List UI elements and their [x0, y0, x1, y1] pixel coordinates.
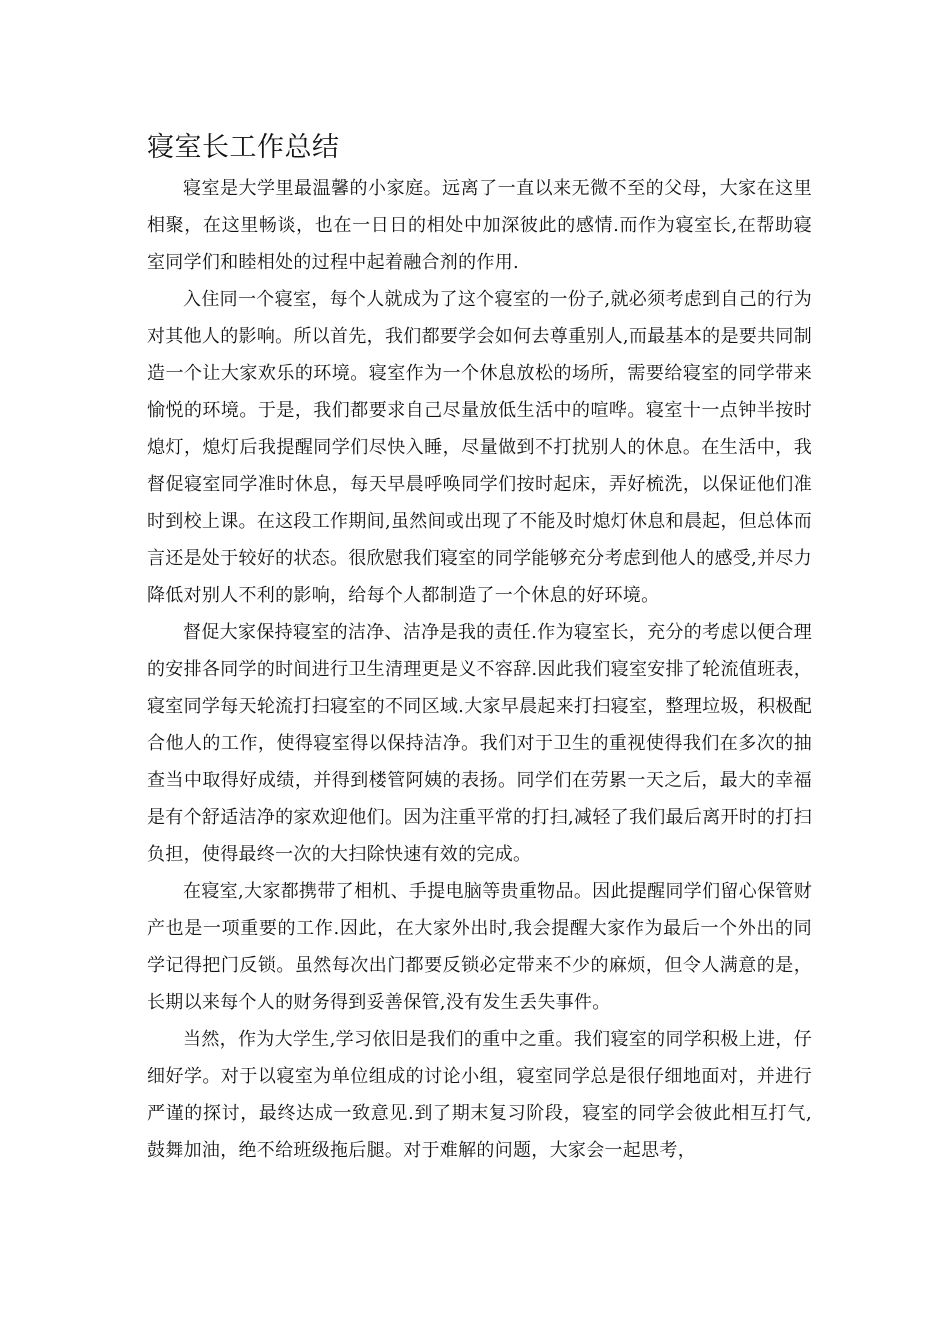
paragraph-intro: 寝室是大学里最温馨的小家庭。远离了一直以来无微不至的父母，大家在这里相聚，在这里畅谈，也在一日日的相处中加深彼此的感情.而作为寝室长,在帮助寝室同学们和睦相处的过程中起着融合剂的作用. — [147, 178, 812, 273]
paragraph-study: 当然，作为大学生,学习依旧是我们的重中之重。我们寝室的同学积极上进，仔细好学。对于以寝室为单位组成的讨论小组，寝室同学总是很仔细地面对，并进行严谨的探讨，最终达成一致意见.到了期末复习阶段，寝室的同学会彼此相互打气,鼓舞加油，绝不给班级拖后腿。对于难解的问题，大家会一起思考， — [147, 1029, 812, 1161]
paragraph-cleaning: 督促大家保持寝室的洁净、洁净是我的责任.作为寝室长，充分的考虑以便合理的安排各同学的时间进行卫生清理更是义不容辞.因此我们寝室安排了轮流值班表，寝室同学每天轮流打扫寝室的不同区域.大家早晨起来打扫寝室，整理垃圾，积极配合他人的工作，使得寝室得以保持洁净。我们对于卫生的重视使得我们在多次的抽查当中取得好成绩，并得到楼管阿姨的表扬。同学们在劳累一天之后，最大的幸福是有个舒适洁净的家欢迎他们。因为注重平常的打扫,减轻了我们最后离开时的打扫负担，使得最终一次的大扫除快速有效的完成。 — [147, 622, 812, 865]
paragraph-respect: 入住同一个寝室，每个人就成为了这个寝室的一份子,就必须考虑到自己的行为对其他人的影响。所以首先，我们都要学会如何去尊重别人,而最基本的是要共同制造一个让大家欢乐的环境。寝室作为一个休息放松的场所，需要给寝室的同学带来愉悦的环境。于是，我们都要求自己尽量放低生活中的喧哗。寝室十一点钟半按时熄灯，熄灯后我提醒同学们尽快入睡，尽量做到不打扰别人的休息。在生活中，我督促寝室同学准时休息，每天早晨呼唤同学们按时起床，弄好梳洗，以保证他们准时到校上课。在这段工作期间,虽然间或出现了不能及时熄灯休息和晨起，但总体而言还是处于较好的状态。很欣慰我们寝室的同学能够充分考虑到他人的感受,并尽力降低对别人不利的影响，给每个人都制造了一个休息的好环境。 — [147, 289, 812, 606]
document-title: 寝室长工作总结 — [147, 132, 340, 163]
paragraph-security: 在寝室,大家都携带了相机、手提电脑等贵重物品。因此提醒同学们留心保管财产也是一项重要的工作.因此，在大家外出时,我会提醒大家作为最后一个外出的同学记得把门反锁。虽然每次出门都要反锁必定带来不少的麻烦，但令人满意的是，长期以来每个人的财务得到妥善保管,没有发生丢失事件。 — [147, 881, 812, 1013]
document-body — [147, 170, 812, 1169]
